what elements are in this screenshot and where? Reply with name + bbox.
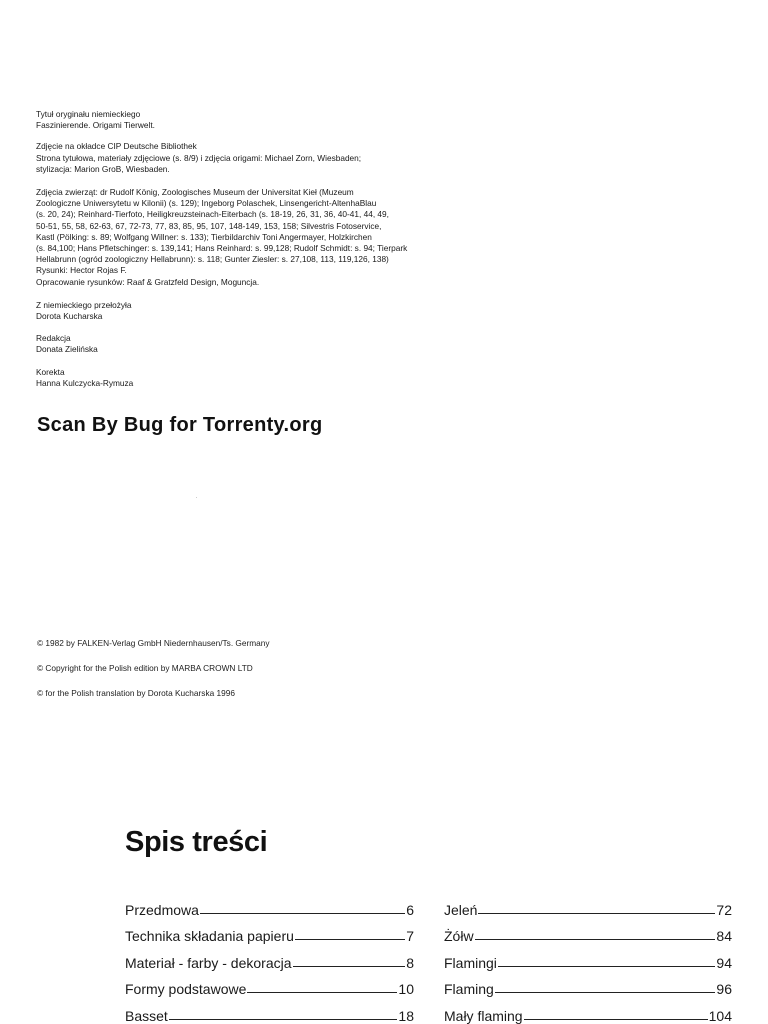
toc-leader [524,1019,708,1020]
animal-photos-line-6: (s. 84,100; Hans Pfletschinger: s. 139,141; Hans Reinhard: s. 99,128; Rudolf Schmidt: s. 94; Tierpark [36,243,408,254]
copyright-polish-edition: © Copyright for the Polish edition by MARBA CROWN LTD [37,663,253,673]
toc-entry[interactable] [444,891,732,918]
title-page-credit: Strona tytułowa, materiały zdjęciowe (s. 8/9) i zdjęcia origami: Michael Zorn, Wiesbaden; [36,152,362,163]
scan-note: Scan By Bug for Torrenty.org [37,414,323,436]
toc-right-column [444,891,732,1024]
toc-entry-page: 94 [716,954,732,971]
toc-entry-label: Materiał - farby - dekoracja [125,954,292,971]
toc-leader [200,913,405,914]
toc-title: Spis treści [125,826,268,858]
editing-heading: Redakcja [36,333,71,344]
toc-entry-label: Żółw [444,928,474,944]
drawings-design-credit: Opracowanie rysunków: Raaf & Gratzfeld Design, Moguncja. [36,276,260,287]
toc-entry-page: 7 [406,928,414,944]
credits-block [36,109,456,389]
toc-entry[interactable] [125,971,414,998]
copyright-polish-translation: © for the Polish translation by Dorota Kucharska 1996 [37,688,235,698]
translator-name: Dorota Kucharska [36,311,103,322]
toc-entry[interactable] [444,997,732,1024]
toc-entry-label: Flaming [444,981,494,997]
toc-entry[interactable] [125,891,414,918]
proofreader-name: Hanna Kulczycka-Rymuza [36,377,134,388]
toc-entry-label: Formy podstawowe [125,981,247,997]
toc-entry-label: Przedmowa [125,901,199,918]
toc-entry-label: Jeleń [444,901,478,918]
cover-photo-credit: Zdjęcie na okładce CIP Deutsche Bibliothek [36,141,197,152]
toc-leader [498,966,716,967]
toc-entry[interactable] [444,918,732,945]
toc-entry[interactable] [125,997,414,1024]
toc-leader [247,992,397,993]
toc-entry-page: 104 [708,1007,732,1024]
toc-leader [495,992,716,993]
animal-photos-line-2: Zoologiczne Uniwersytetu w Kilonii) (s. 129); Ingeborg Polaschek, Linsengericht-AltenhaBlau [36,198,377,209]
toc-entry[interactable] [444,944,732,971]
original-title-heading: Tytuł oryginału niemieckiego [36,109,141,119]
animal-photos-line-3: (s. 20, 24); Reinhard-Tierfoto, Heiligkreuzsteinach-Eiterbach (s. 18-19, 26, 31, 36, 40-41, 44, 49, [36,209,389,220]
toc-entry-page: 84 [716,928,732,944]
copyright-falken: © 1982 by FALKEN-Verlag GmbH Niedernhausen/Ts. Germany [37,638,270,648]
editor-name: Donata Zielińska [36,344,98,355]
animal-photos-line-7: Hellabrunn (ogród zoologiczny Hellabrunn): s. 118; Gunter Ziesler: s. 27,108, 113, 119,126, 138) [36,254,389,265]
toc-leader [475,939,716,940]
toc-left-column [125,891,414,1024]
translation-heading: Z niemieckiego przełożyła [36,299,132,310]
toc-entry-page: 72 [716,901,732,918]
toc-entry-page: 8 [406,954,414,971]
toc-leader [169,1019,398,1020]
toc-entry-page: 96 [716,981,732,997]
toc-entry-page: 10 [398,981,414,997]
scan-speck [196,497,197,498]
proofreading-heading: Korekta [36,366,65,377]
toc-entry-page: 18 [398,1007,414,1024]
original-title: Faszinierende. Origami Tierwelt. [36,120,155,131]
toc-entry-label: Technika składania papieru [125,928,294,944]
toc-entry-page: 6 [406,901,414,918]
toc-leader [293,966,406,967]
toc-leader [478,913,715,914]
drawings-credit: Rysunki: Hector Rojas F. [36,265,127,276]
animal-photos-line-1: Zdjęcia zwierząt: dr Rudolf König, Zoologisches Museum der Universitat Kieł (Muzeum [36,187,354,198]
toc-entry[interactable] [125,918,414,945]
toc-entry[interactable] [125,944,414,971]
toc-entry-label: Flamingi [444,954,497,971]
animal-photos-line-4: 50-51, 55, 58, 62-63, 67, 72-73, 77, 83, 85, 95, 107, 148-149, 153, 158; Silvestris Fotoservice, [36,220,382,231]
styling-credit: stylizacja: Marion GroB, Wiesbaden. [36,163,170,174]
toc-leader [295,939,405,940]
toc-entry-label: Mały flaming [444,1007,523,1024]
toc-entry[interactable] [444,971,732,998]
toc-entry-label: Basset [125,1007,168,1024]
animal-photos-line-5: Kastl (Pölking: s. 89; Wolfgang Willner: s. 133); Tierbildarchiv Toni Angermayer, Holzkirchen [36,231,372,242]
